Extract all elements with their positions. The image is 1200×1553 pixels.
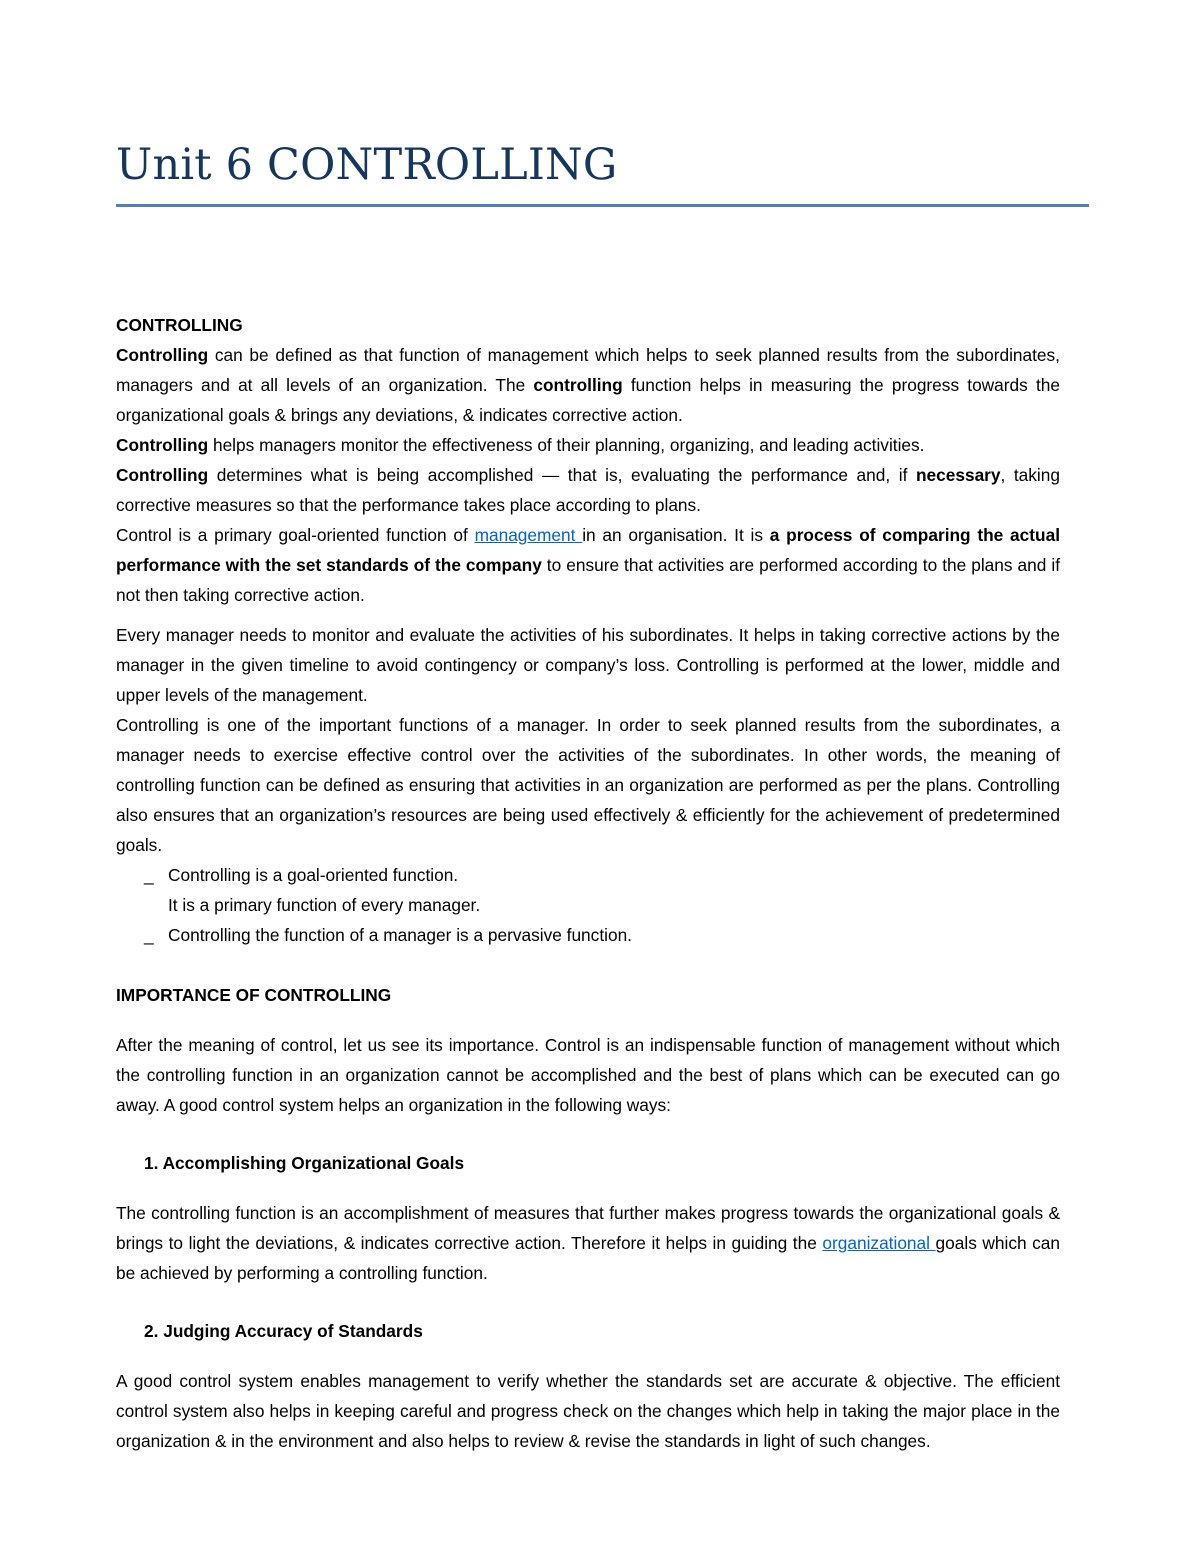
document-body [116,310,1060,1456]
text-run: in an organisation. It is [582,525,770,545]
text-run: , taking corrective measures so that the performance takes place according to plans. [116,465,1060,515]
text-run: Control is a primary goal-oriented function of [116,525,475,545]
text-run: helps managers monitor the effectiveness of their planning, organizing, and leading activities. [208,435,925,455]
bold-phrase: a process of comparing the actual performance with the set standards of the company [116,525,1060,575]
paragraph-importance-intro: After the meaning of control, let us see its importance. Control is an indispensable function of management without which the controlling function in an organization cannot be accomplished and the best of plans which can be executed can go away. A good control system helps an organization in the following ways: [116,1035,1060,1115]
bold-term: Controlling [116,435,209,455]
text-run: to ensure that activities are performed according to the plans and if not then taking corrective action. [116,555,1060,605]
text-run: can be defined as that function of management which helps to seek planned results from the subordinates, managers and at all levels of an organization. The [116,345,1060,395]
management-link[interactable]: management [474,525,583,545]
subheading-judging-standards: 2. Judging Accuracy of Standards [144,1321,423,1341]
page-title: Unit 6 CONTROLLING [116,140,618,190]
list-item-text: It is a primary function of every manager. [168,895,481,915]
paragraph-definition [116,340,1060,430]
paragraph-monitor [116,430,1060,460]
organizational-link[interactable]: organizational [822,1233,936,1253]
text-run: The controlling function is an accomplishment of measures that further makes progress towards the organizational goals & brings to light the deviations, & indicates corrective action. Therefore it helps in guiding the [116,1203,1060,1253]
text-run: determines what is being accomplished — that is, evaluating the performance and, if [208,465,916,485]
list-item-text: Controlling is a goal-oriented function. [168,865,459,885]
paragraph-control-primary [116,520,1060,610]
list-item [116,890,1060,920]
section-heading-importance: IMPORTANCE OF CONTROLLING [116,985,392,1005]
text-run: goals which can be achieved by performing a controlling function. [116,1233,1061,1283]
title-underline-rule [116,204,1089,207]
bold-term: Controlling [116,465,209,485]
bullet-mark: _ [144,925,154,945]
section-heading-controlling: CONTROLLING [116,315,243,335]
bold-term: controlling [533,375,623,395]
paragraph-determines [116,460,1060,520]
feature-list [116,860,1060,950]
list-item [116,920,1060,950]
paragraph-judging-standards: A good control system enables management to verify whether the standards set are accurate & objective. The efficient control system also helps in keeping careful and progress check on the changes which help in taking the major place in the organization & in the environment and also helps to review & revise the standards in light of such changes. [116,1371,1060,1451]
bold-term: Controlling [116,345,209,365]
text-run: function helps in measuring the progress towards the organizational goals & brings any deviations, & indicates corrective action. [116,375,1061,425]
list-item-text: Controlling the function of a manager is a pervasive function. [168,925,632,945]
paragraph-accomplishing-goals [116,1198,1060,1288]
bullet-mark: _ [144,865,154,885]
paragraph-every-manager: Every manager needs to monitor and evaluate the activities of his subordinates. It helps in taking corrective actions by the manager in the given timeline to avoid contingency or company’s loss. Controlling is performed at the lower, middle and upper levels of the management. [116,625,1060,705]
bold-term: necessary [915,465,1001,485]
list-item [116,860,1060,890]
subheading-accomplishing-goals: 1. Accomplishing Organizational Goals [144,1153,465,1173]
paragraph-important-functions: Controlling is one of the important functions of a manager. In order to seek planned results from the subordinates, a manager needs to exercise effective control over the activities of the subordinates. In other words, the meaning of controlling function can be defined as ensuring that activities in an organization are performed as per the plans. Controlling also ensures that an organization’s resources are being used effectively & efficiently for the achievement of predetermined goals. [116,715,1060,855]
